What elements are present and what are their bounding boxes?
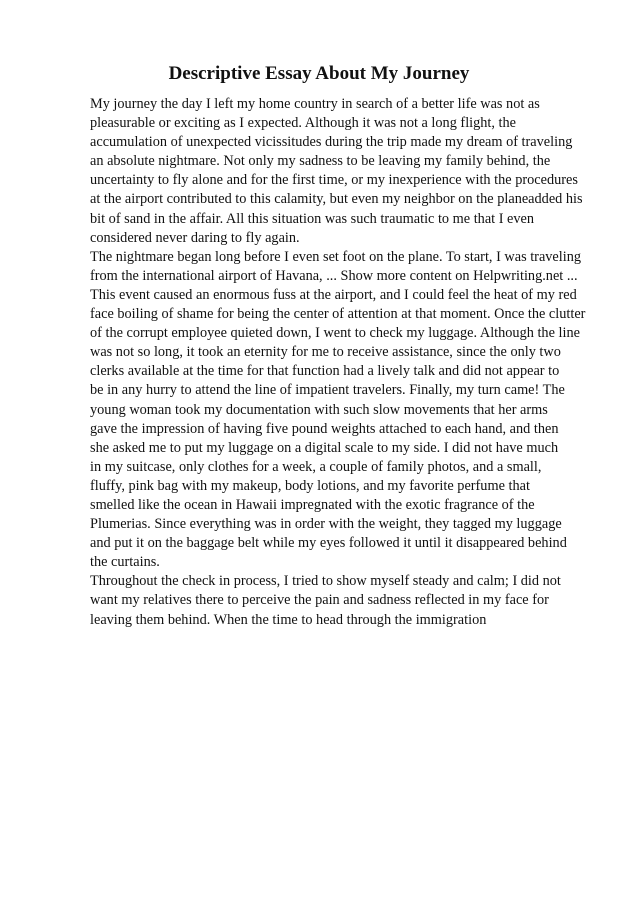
essay-line: was not so long, it took an eternity for me to receive assistance, since the only two bbox=[90, 344, 561, 361]
essay-line: the curtains. bbox=[90, 554, 160, 571]
essay-line: she asked me to put my luggage on a digital scale to my side. I did not have much bbox=[90, 439, 559, 456]
essay-line: uncertainty to fly alone and for the first time, or my inexperience with the procedures bbox=[90, 172, 578, 189]
essay-line: accumulation of unexpected vicissitudes during the trip made my dream of traveling bbox=[90, 134, 573, 151]
essay-line: pleasurable or exciting as I expected. Although it was not a long flight, the bbox=[90, 115, 517, 132]
essay-body bbox=[90, 95, 610, 630]
essay-line: in my suitcase, only clothes for a week, a couple of family photos, and a small, bbox=[90, 458, 542, 475]
essay-line: leaving them behind. When the time to head through the immigration bbox=[90, 611, 487, 628]
essay-line: face boiling of shame for being the center of attention at that moment. Once the clutter bbox=[90, 306, 586, 323]
essay-line: want my relatives there to perceive the pain and sadness reflected in my face for bbox=[90, 592, 549, 609]
essay-line: considered never daring to fly again. bbox=[90, 229, 300, 246]
essay-line: This event caused an enormous fuss at the airport, and I could feel the heat of my red bbox=[90, 286, 577, 303]
essay-line: My journey the day I left my home country in search of a better life was not as bbox=[90, 96, 540, 112]
document-title: Descriptive Essay About My Journey bbox=[168, 63, 470, 84]
essay-line: at the airport contributed to this calamity, but even my neighbor on the planeadded his bbox=[90, 191, 583, 208]
essay-line: and put it on the baggage belt while my eyes followed it until it disappeared behind bbox=[90, 535, 567, 552]
essay-line: of the corrupt employee quieted down, I went to check my luggage. Although the line bbox=[90, 325, 580, 342]
essay-line: gave the impression of having five pound weights attached to each hand, and then bbox=[90, 420, 559, 437]
essay-line: bit of sand in the affair. All this situation was such traumatic to me that I even bbox=[90, 210, 535, 227]
essay-line: be in any hurry to attend the line of impatient travelers. Finally, my turn came! The bbox=[90, 382, 565, 399]
essay-line: an absolute nightmare. Not only my sadness to be leaving my family behind, the bbox=[90, 153, 551, 170]
essay-line: Plumerias. Since everything was in order with the weight, they tagged my luggage bbox=[90, 516, 562, 533]
essay-line: young woman took my documentation with such slow movements that her arms bbox=[90, 401, 548, 418]
essay-line: smelled like the ocean in Hawaii impregnated with the exotic fragrance of the bbox=[90, 496, 535, 513]
essay-line: The nightmare began long before I even set foot on the plane. To start, I was traveling bbox=[90, 248, 582, 265]
essay-line: Throughout the check in process, I tried to show myself steady and calm; I did not bbox=[90, 573, 561, 590]
essay-line: fluffy, pink bag with my makeup, body lotions, and my favorite perfume that bbox=[90, 477, 530, 494]
essay-line: clerks available at the time for that function had a lively talk and did not appear to bbox=[90, 363, 560, 380]
essay-line: from the international airport of Havana, ... Show more content on Helpwriting.net ... bbox=[90, 267, 578, 284]
